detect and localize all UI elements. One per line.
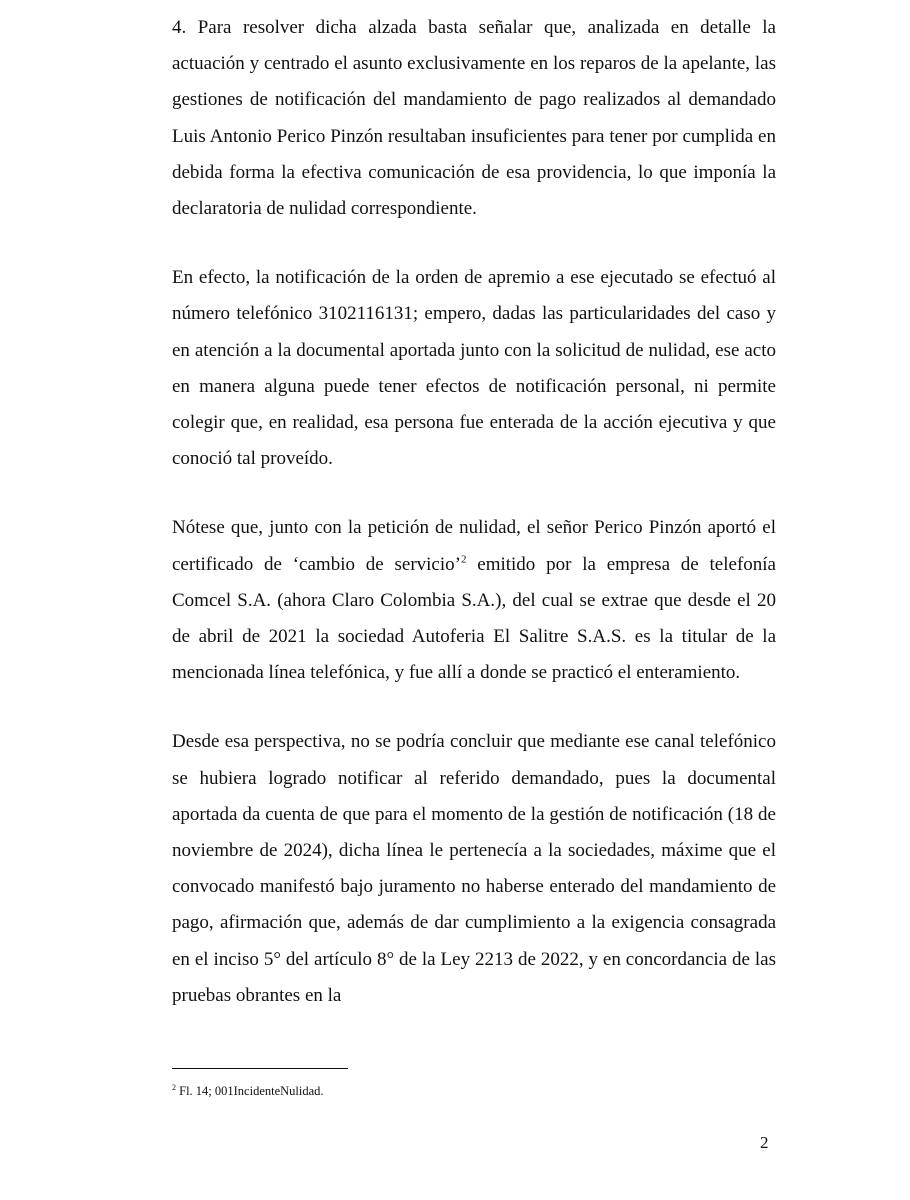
paragraph-3-after-ref: emitido por la empresa de telefonía Comcel S.A. (ahora Claro Colombia S.A.), del cual se extrae que desde el 20 de abril de 2021 la sociedad Autoferia El Salitre S.A.S. es la titular de la mencionada línea telefónica, y fue allí a donde se practicó el enteramiento.: [172, 553, 776, 684]
paragraph-3-before-ref: Nótese que, junto con la petición de nulidad, el señor Perico Pinzón aportó el certificado de ‘cambio de servicio’: [172, 517, 776, 575]
page-number: 2: [760, 1133, 769, 1152]
document-body: [172, 10, 776, 1014]
footnote-separator: [172, 1068, 348, 1069]
footnote-reference: 2: [460, 553, 467, 566]
paragraph-1: 4. Para resolver dicha alzada basta señalar que, analizada en detalle la actuación y centrado el asunto exclusivamente en los reparos de la apelante, las gestiones de notificación del mandamiento de pago realizados al demandado Luis Antonio Perico Pinzón resultaban insuficientes para tener por cumplida en debida forma la efectiva comunicación de esa providencia, lo que imponía la declaratoria de nulidad correspondiente.: [172, 17, 776, 220]
footnote: [172, 1083, 324, 1099]
footnote-number: 2: [172, 1082, 176, 1092]
paragraph-4: Desde esa perspectiva, no se podría concluir que mediante ese canal telefónico se hubiera logrado notificar al referido demandado, pues la documental aportada da cuenta de que para el momento de la gestión de notificación (18 de noviembre de 2024), dicha línea le pertenecía a la sociedades, máxime que el convocado manifestó bajo juramento no haberse enterado del mandamiento de pago, afirmación que, además de dar cumplimiento a la exigencia consagrada en el inciso 5° del artículo 8° de la Ley 2213 de 2022, y en concordancia de las pruebas obrantes en la: [172, 731, 776, 1006]
footnote-text: Fl. 14; 001IncidenteNulidad.: [176, 1084, 324, 1098]
paragraph-2: En efecto, la notificación de la orden de apremio a ese ejecutado se efectuó al número telefónico 3102116131; empero, dadas las particularidades del caso y en atención a la documental aportada junto con la solicitud de nulidad, ese acto en manera alguna puede tener efectos de notificación personal, ni permite colegir que, en realidad, esa persona fue enterada de la acción ejecutiva y que conoció tal proveído.: [172, 267, 776, 470]
paragraph-3: [172, 510, 776, 691]
